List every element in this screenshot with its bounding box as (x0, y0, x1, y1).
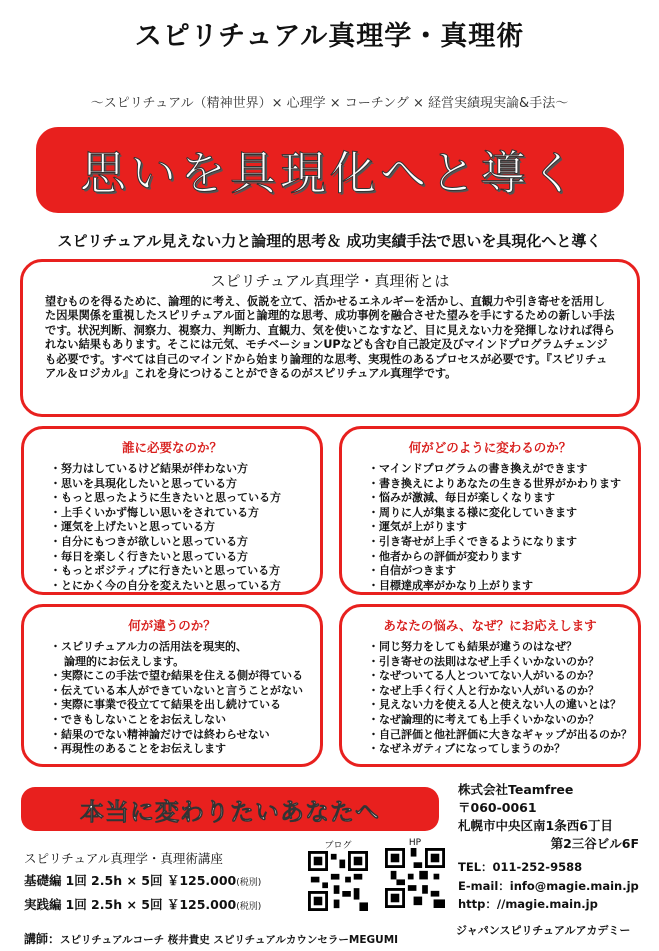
academy-name: ジャパンスピリチュアルアカデミー (456, 924, 631, 937)
diff-panel (21, 604, 323, 767)
list-item: ・再現性のあることをお伝えします (50, 742, 226, 756)
list-item: ・同じ努力をしても結果が違うのはなぜ？ (368, 640, 577, 653)
contact-info (458, 858, 639, 914)
course-basic-label: 基礎編 (24, 873, 62, 888)
list-item: ・書き換えによりあなたの生きる世界がかわります (368, 476, 621, 490)
contact-url[interactable]: http：//magie.main.jp (458, 897, 598, 911)
hp-qr-code-icon[interactable] (385, 848, 445, 908)
list-item: ・思いを具現化したいと思っている方 (50, 476, 237, 490)
contact-email[interactable]: E-mail：info@magie.main.jp (458, 878, 639, 893)
lecturer-text: スピリチュアルコーチ 桜井貴史 スピリチュアルカウンセラーMEGUMI (60, 934, 399, 946)
lecturer-label: 講師： (24, 932, 61, 946)
page-title: スピリチュアル真理学・真理術 (134, 21, 525, 52)
hero-banner-text: 思いを具現化へと導く (80, 146, 580, 200)
list-item: ・もっとポジティブに行きたいと思っている方 (50, 564, 281, 578)
cta-text: 本当に変わりたいあなたへ (80, 797, 380, 826)
course-basic-detail: 1回 2.5h × 5回 ￥125.000 (65, 873, 237, 888)
hero-banner (36, 127, 624, 213)
cta-banner (21, 787, 439, 831)
course-basic (24, 870, 314, 894)
list-item: ・とにかく今の自分を変えたいと思っている方 (50, 578, 281, 592)
lecturer-info (24, 930, 398, 947)
company-address-2: 第2三谷ビル6F (550, 836, 639, 851)
course-practice-label: 実践編 (24, 897, 62, 912)
list-item: ・自己評価と他社評価に大きなギャップが出るのか？ (368, 727, 632, 741)
list-item: ・なぜ上手く行く人と行かない人がいるのか？ (368, 683, 599, 697)
intro-heading: スピリチュアル真理学・真理術とは (210, 272, 450, 290)
list-item: ・運気が上がります (368, 520, 467, 534)
list-item: ・自信がつきます (368, 564, 456, 578)
list-item: ・毎日を楽しく行きたいと思っている方 (50, 549, 248, 563)
tax-note: (税別) (236, 902, 262, 912)
list-item: ・なぜ論理的に考えても上手くいかないのか？ (368, 712, 599, 726)
change-heading: 何がどのように変わるのか？ (408, 440, 572, 455)
list-item: ・努力はしているけど結果が伴わない方 (50, 462, 248, 475)
list-item: ・なぜついてる人とついてない人がいるのか？ (368, 669, 599, 683)
tagline: スピリチュアル見えない力と論理的思考＆ 成功実績手法で思いを具現化へと導く (57, 232, 602, 250)
list-item: ・自分にもつきが欲しいと思っている方 (50, 534, 248, 548)
who-panel (21, 426, 323, 595)
hp-qr-label: HP (408, 838, 422, 848)
change-panel (339, 426, 641, 595)
contact-tel[interactable]: TEL：011-252-9588 (458, 860, 583, 874)
intro-box (20, 259, 640, 417)
list-item: ・できもしないことをお伝えしない (50, 712, 226, 726)
worries-heading: あなたの悩み、なぜ？にお応えします (383, 618, 597, 633)
list-item: ・実際にこの手法で望む結果を住える側が得ている (50, 669, 303, 683)
company-zip: 〒060-0061 (458, 800, 537, 815)
hp-qr-block (385, 838, 445, 912)
list-item: ・周りに人が集まる様に変化していきます (368, 505, 577, 519)
company-name: 株式会社Teamfree (458, 782, 574, 797)
course-name: スピリチュアル真理学・真理術講座 (24, 851, 223, 866)
course-info (24, 848, 314, 918)
list-item: 論理的にお伝えします。 (64, 654, 185, 668)
tax-note: (税別) (236, 878, 262, 888)
list-item: ・実際に事業で役立てて結果を出し続けている (50, 698, 281, 712)
list-item: ・引き寄せが上手くできるようになります (368, 534, 577, 548)
list-item: ・他者からの評価が変わります (368, 549, 522, 563)
list-item: ・スピリチュアル力の活用法を現実的、 (50, 640, 248, 653)
company-info (458, 781, 653, 853)
list-item: ・上手くいかず悔しい思いをされている方 (50, 505, 259, 519)
list-item: ・マインドプログラムの書き換えができます (368, 462, 588, 475)
diff-heading: 何が違うのか？ (128, 618, 216, 633)
course-practice-detail: 1回 2.5h × 5回 ￥125.000 (65, 897, 237, 912)
list-item: ・引き寄せの法則はなぜ上手くいかないのか？ (368, 654, 599, 668)
blog-qr-code-icon[interactable] (308, 851, 368, 911)
list-item: ・なぜネガティブになってしまうのか？ (368, 742, 566, 756)
list-item: ・見えない力を使える人と使えない人の違いとは？ (368, 698, 621, 712)
list-item: ・もっと思ったように生きたいと思っている方 (50, 491, 281, 505)
list-item: ・結果のでない精神論だけでは終わらせない (50, 727, 270, 741)
company-address-1: 札幌市中央区南1条西6丁目 (458, 818, 613, 833)
list-item: ・運気を上げたいと思っている方 (50, 520, 215, 534)
list-item: ・伝えている本人ができていないと言うことがない (50, 683, 303, 697)
page-subtitle: ～スピリチュアル（精神世界）× 心理学 × コーチング × 経営実績現実論&手法～ (90, 96, 569, 111)
list-item: ・悩みが激減、毎日が楽しくなります (368, 491, 555, 505)
worries-panel (339, 604, 641, 767)
course-practice (24, 894, 314, 918)
who-heading: 誰に必要なのか？ (121, 440, 222, 455)
blog-qr-label: ブログ (324, 841, 352, 851)
list-item: ・目標達成率がかなり上がります (368, 578, 533, 592)
blog-qr-block (308, 838, 368, 915)
intro-body: 望むものを得るために、論理的に考え、仮説を立て、活かせるエネルギーを活かし、直観力や引き寄せを活用した因果関係を重視したスピリチュアル面と論理的な思考、成功事例を融合させた望みを手にするための新しい手法です。状況判断、洞察力、視察力、判断力、直観力、気を使いこなすなど、目に見えない力を発揮しなければ得られない結果もあります。そこには元気、モチベーションUPなども含む自己設定及びマインドプログラムチェンジも必要です。すべては自己のマインドから始まり論理的な思考、実現性のあるプロセスが必要です。『スピリチュアル＆ロジカル』これを身につけることができるのがスピリチュアル真理学です。 (45, 295, 615, 381)
